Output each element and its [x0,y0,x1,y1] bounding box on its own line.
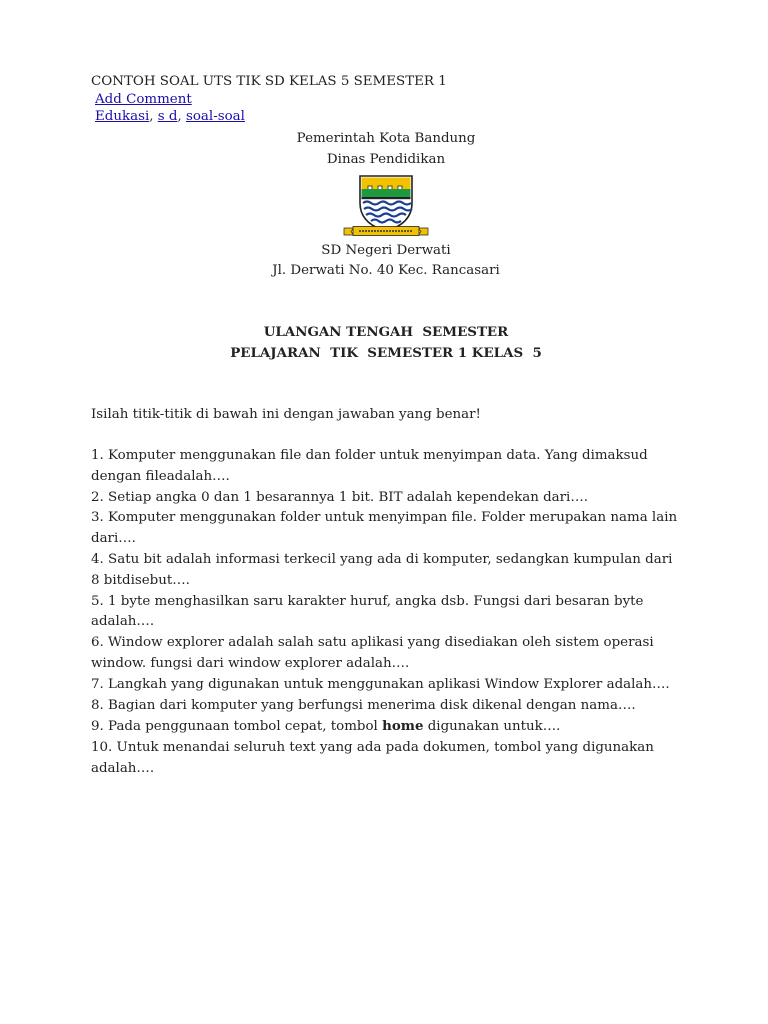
tag-list [91,108,681,125]
instruction-text: Isilah titik-titik di bawah ini dengan jawaban yang benar! [91,407,481,423]
question-item [91,716,681,738]
school-name: SD Negeri Derwati [321,242,451,258]
tag-link-soal-soal[interactable]: soal-soal [186,109,245,124]
question-item: 2. Setiap angka 0 dan 1 besarannya 1 bit. BIT adalah kependekan dari…. [91,489,588,505]
bandung-emblem-icon [338,173,434,237]
exam-title-line-2: PELAJARAN TIK SEMESTER 1 KELAS 5 [230,344,542,361]
document-title: CONTOH SOAL UTS TIK SD KELAS 5 SEMESTER 1 [91,74,447,89]
tag-separator: , [149,109,154,124]
question-item: 1. Komputer menggunakan file dan folder untuk menyimpan data. Yang dimaksud dengan fileadalah…. [91,447,648,484]
tag-link-sd[interactable]: s d [157,109,178,124]
question-list [91,446,681,780]
question-item: 7. Langkah yang digunakan untuk menggunakan aplikasi Window Explorer adalah…. [91,676,670,692]
add-comment-link[interactable]: Add Comment [95,92,192,107]
question-item: 10. Untuk menandai seluruh text yang ada pada dokumen, tombol yang digunakan adalah…. [91,740,654,776]
question-item: 8. Bagian dari komputer yang berfungsi menerima disk dikenal dengan nama…. [91,697,636,713]
government-name: Pemerintah Kota Bandung [296,131,476,146]
exam-heading [91,322,681,363]
city-emblem [91,173,681,237]
school-address: Jl. Derwati No. 40 Kec. Rancasari [272,263,500,279]
department-name: Dinas Pendidikan [326,151,446,167]
question-item: 6. Window explorer adalah salah satu aplikasi yang disediakan oleh sistem operasi window. fungsi dari window explorer adalah…. [91,635,654,671]
question-keyword-home: home [382,718,424,735]
tag-link-edukasi[interactable]: Edukasi [95,109,150,124]
exam-title-line-1: ULANGAN TENGAH SEMESTER [263,324,509,341]
question-item: 3. Komputer menggunakan folder untuk menyimpan file. Folder merupakan nama lain dari…. [91,510,678,547]
document-page [91,72,681,780]
letterhead [91,129,681,282]
comment-line [91,91,681,108]
question-text-before: 9. Pada penggunaan tombol cepat, tombol [91,719,383,735]
tag-separator: , [177,109,182,124]
question-item: 4. Satu bit adalah informasi terkecil yang ada di komputer, sedangkan kumpulan dari 8 bitdisebut…. [91,551,673,588]
question-text-after: digunakan untuk…. [423,719,561,735]
question-item: 5. 1 byte menghasilkan saru karakter huruf, angka dsb. Fungsi dari besaran byte adalah…. [91,593,644,630]
